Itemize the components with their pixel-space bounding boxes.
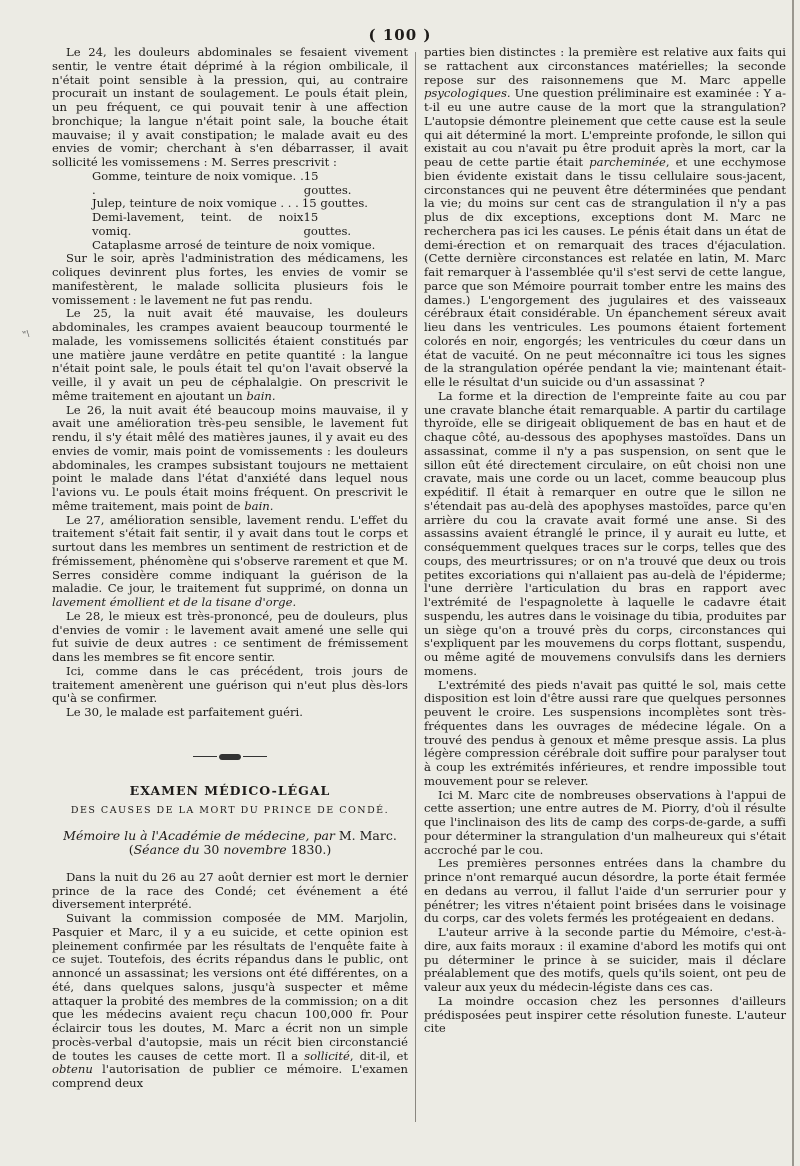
paragraph: Le 30, le malade est parfaitement guéri. [66, 705, 303, 719]
page-edge [792, 0, 794, 1166]
paragraph: Le 24, les douleurs abdominales se fesaient vivement sentir, le ventre était déprimé à la région ombilicale, il n'était point sensible à la pression, qui, au contraire procurait un instant de soulagement. Le pouls était plein, un peu fréquent, ce qui pouvait tenir à une affection bronchique; la langue n'était point sale, la bouche était mauvaise; il y avait constipation; le malade avait eu des envies de vomir; cherchant à s'en débarrasser, il avait sollicité les vomissemens : M. Serres prescrivit : [52, 45, 408, 169]
paragraph: Le 27, amélioration sensible, lavement rendu. L'effet du traitement s'était fait sentir, il y avait dans tout le corps et surtout dans les membres un sentiment de restriction et de frémissement, phénomène qui s'observe rarement et que M. Serres considère comme indiquant la guérison de la maladie. Ce jour, le traitement fut supprimé, on donna un lavement émollient et de la tisane d'orge. [52, 512, 408, 609]
session-date: (Séance du 30 novembre 1830.) [128, 842, 332, 857]
prescription-line [52, 170, 408, 198]
prescription-item: Demi-lavement, teint. de noix vomiq. [92, 210, 304, 238]
paragraph: Sur le soir, après l'administration des médicamens, les coliques devinrent plus fortes, les envies de vomir se manifestèrent, le malade sollicita plusieurs fois le vomissement : le lavement ne fut pas rendu. [52, 251, 408, 307]
left-column [52, 46, 408, 1091]
prescription-line: Cataplasme arrosé de teinture de noix vomique. [92, 237, 376, 252]
paragraph: Ici M. Marc cite de nombreuses observations à l'appui de cette assertion; une entre autres de M. Piorry, d'où il résulte que l'inclinaison des lits de camp des corps-de-garde, a suffi pour déterminer la strangulation d'un malheureux qui s'était accroché par le cou. [424, 787, 786, 857]
paragraph: Le 25, la nuit avait été mauvaise, les douleurs abdominales, les crampes avaient beaucoup tourmenté le malade, les vomissemens sollicités étaient constitués par une matière jaune verdâtre en petite quantité : la langue n'était point sale, le pouls était tel qu'on l'avait observé la veille, il y avait un peu de céphalalgie. On prescrivit le même traitement en ajoutant un bain. [52, 306, 408, 403]
paragraph: parties bien distinctes : la première est relative aux faits qui se rattachent aux circonstances matérielles; la seconde repose sur des raisonnemens que M. Marc appelle psycologiques. Une question préliminaire est examinée : Y a-t-il eu une autre cause de la mort que la strangulation? L'autopsie démontre pleinement que cette cause est la seule qui ait déterminé la mort. L'empreinte profonde, le sillon qui existait au cou n'avait pu être produit après la mort, car la peau de cette partie était parcheminée, et une ecchymose bien évidente existait dans le tissu cellulaire sous-jacent, circonstances qui ne peuvent être déterminées que pendant la vie; du moins sur cent cas de strangulation il n'y a pas plus de dix exceptions, exceptions dont M. Marc ne recherchera pas ici les causes. Le pénis était dans un état de demi-érection et on remarquait des traces d'éjaculation. (Cette dernière circonstances est relatée en latin, M. Marc fait remarquer à l'assemblée qu'il s'est servi de cette langue, parce que son Mémoire pourrait tomber entre les mains des dames.) L'engorgement des jugulaires et des vaisseaux cérébraux était considérable. Un épanchement séreux avait lieu dans les ventricules. Les poumons étaient fortement colorés en noir, engorgés; les ventricules du cœur dans un état de vacuité. On ne peut méconnaître ici tous les signes de la strangulation opérée pendant la vie; maintenant était-elle le résultat d'un suicide ou d'un assassinat ? [424, 45, 786, 389]
paragraph: Le 26, la nuit avait été beaucoup moins mauvaise, il y avait une amélioration très-peu sensible, le lavement fut rendu, il s'y était mêlé des matières jaunes, il y avait eu des envies de vomir, mais point de vomissements : les douleurs abdominales, les crampes subsistant toujours ne mettaient point le malade dans l'état d'anxiété dans lequel nous l'avions vu. Le pouls était moins fréquent. On prescrivit le même traitement, mais point de bain. [52, 402, 408, 513]
paragraph: La forme et la direction de l'empreinte faite au cou par une cravate blanche était remarquable. A partir du cartilage thyroïde, elle se dirigeait obliquement de bas en haut et de chaque côté, au-dessous des apophyses mastoïdes. Dans un assassinat, comme il n'y a pas suspension, on sent que le sillon eût été directement circulaire, on eût choisi non une cravate, mais une corde ou un lacet, comme beaucoup plus expéditif. Il était à remarquer en outre que le sillon ne s'étendait pas au-delà des apophyses mastoïdes, parce qu'en arrière du cou la cravate avait formé une anse. Si des assassins avaient étranglé le prince, il y aurait eu lutte, et conséquemment quelques traces sur le corps, telles que des coups, des meurtrissures; or on n'a trouvé que deux ou trois petites excoriations qui n'allaient pas au-delà de l'épiderme; l'une derrière l'articulation du bras en rapport avec l'extrémité de l'espagnolette à laquelle le cadavre était suspendu, les autres dans le voisinage du tibia, produites par un siège qu'on a trouvé près du corps, circonstances qui s'expliquent par les mouvemens du corps flottant, suspendu, ou même agité de mouvemens convulsifs dans les derniers momens. [424, 388, 786, 678]
prescription-line [52, 197, 408, 211]
column-rule [415, 52, 416, 1122]
paragraph: L'auteur arrive à la seconde partie du Mémoire, c'est-à-dire, aux faits moraux : il examine d'abord les motifs qui ont pu déterminer le prince à se suicider, mais il déclare préalablement que des motifs, quels qu'ils soient, ont peu de valeur aux yeux du médecin-légiste dans ces cas. [424, 925, 786, 994]
prescription-quantity: 15 gouttes. [301, 196, 368, 211]
paragraph: Ici, comme dans le cas précédent, trois jours de traitement amenèrent une guérison qui n'eut plus dès-lors qu'à se confirmer. [52, 663, 408, 706]
ornamental-divider [52, 754, 408, 760]
right-column [424, 46, 786, 1036]
prescription-quantity: 15 gouttes. [303, 210, 352, 238]
paragraph: Le 28, le mieux est très-prononcé, peu de douleurs, plus d'envies de vomir : le lavement avait amené une selle qui fut suivie de deux autres : ce sentiment de frémissement dans les membres se fit encore sentir. [52, 608, 408, 664]
prescription-quantity: 15 gouttes. [303, 168, 352, 197]
margin-mark: ʷ\ [22, 329, 30, 338]
section-subtitle: DES CAUSES DE LA MORT DU PRINCE DE CONDÉ. [70, 804, 390, 816]
memoir-attribution: Mémoire lu à l'Académie de médecine, par M. Marc. [63, 828, 397, 844]
paragraph: Suivant la commission composée de MM. Marjolin, Pasquier et Marc, il y a eu suicide, et cette opinion est pleinement confirmée par les résultats de l'enquête faite à ce sujet. Toutefois, des écrits répandus dans le public, ont annoncé un assassinat; les versions ont été différentes, on a été, dans quelques salons, jusqu'à suspecter et même attaquer la probité des membres de la commission; on a dit que les médecins avaient reçu chacun 100,000 fr. Pour éclaircir tous les doutes, M. Marc a écrit non un simple procès-verbal d'autopsie, mais un récit bien circonstancié de toutes les causes de cette mort. Il a sollicité, dit-il, et obtenu l'autorisation de publier ce mémoire. L'examen comprend deux [52, 911, 408, 1090]
prescription-line [52, 211, 408, 239]
paragraph: L'extrémité des pieds n'avait pas quitté le sol, mais cette disposition est loin d'être aussi rare que quelques personnes peuvent le croire. Les suspensions incomplètes sont très-fréquentes dans les ouvrages de médecine légale. On a trouvé des pendus à genoux et même presque assis. La plus légère compression cérébrale doit suffire pour paralyser tout à coup les extrémités inférieures, et rendre impossible tout mouvement pour se relever. [424, 677, 786, 788]
paragraph: La moindre occasion chez les personnes d'ailleurs prédisposées peut inspirer cette résolution funeste. L'auteur cite [424, 993, 786, 1036]
paragraph: Dans la nuit du 26 au 27 août dernier est mort le dernier prince de la race des Condé; cet événement a été diversement interprété. [52, 869, 408, 912]
page-number: ( 100 ) [368, 26, 432, 44]
section-title: EXAMEN MÉDICO-LÉGAL [129, 782, 331, 798]
prescription-item: Gomme, teinture de noix vomique. . . [92, 168, 304, 197]
prescription-item: Julep, teinture de noix vomique . . . [92, 196, 299, 211]
paragraph: Les premières personnes entrées dans la chambre du prince n'ont remarqué aucun désordre, la porte était fermée en dedans au verrou, il fallut l'aide d'un serrurier pour y pénétrer; les vitres n'étaient point brisées dans le voisinage du corps, car des volets fermés les protégeaient en dedans. [424, 856, 786, 926]
